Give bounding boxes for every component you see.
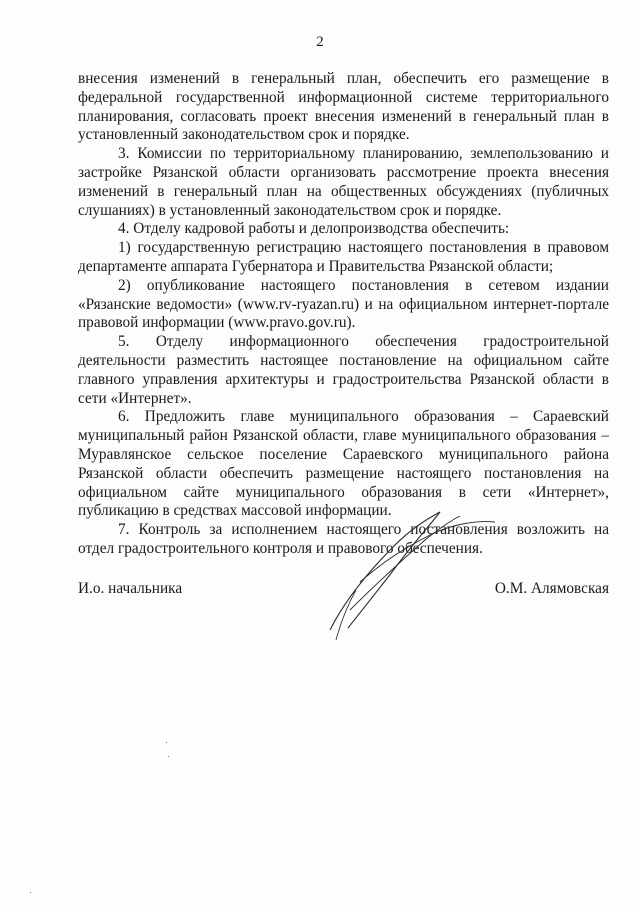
- paragraph-item-6: 6. Предложить главе муниципального образования – Сараевский муниципальный район Рязанской области, главе муниципального образования – Муравлянское сельское поселение Сараевского муниципального района Рязанской области обеспечить размещение настоящего постановления на официальном сайте муниципального образования в сети «Интернет», публикацию в средствах массовой информации.: [78, 408, 609, 520]
- paragraph-item-3: 3. Комиссии по территориальному планированию, землепользованию и застройке Рязанской области организовать рассмотрение проекта внесения изменений в генеральный план на общественных обсуждениях (публичных слушаниях) в установленный законодательством срок и порядке.: [78, 145, 609, 219]
- signatory-position: И.о. начальника: [78, 580, 183, 597]
- paragraph-subitem-1: 1) государственную регистрацию настоящего постановления в правовом департаменте аппарата Губернатора и Правительства Рязанской области;: [78, 239, 609, 275]
- paragraph-subitem-2: 2) опубликование настоящего постановления в сетевом издании «Рязанские ведомости» (www.rv-ryazan.ru) и на официальном интернет-портале правовой информации (www.pravo.gov.ru).: [78, 276, 609, 332]
- paragraph-item-5: 5. Отделу информационного обеспечения градостроительной деятельности разместить настоящее постановление на официальном сайте главного управления архитектуры и градостроительства Рязанской области в сети «Интернет».: [78, 333, 609, 407]
- scan-speck: [168, 756, 169, 757]
- paragraph-item-4: 4. Отделу кадровой работы и делопроизводства обеспечить:: [118, 220, 510, 238]
- paragraph-item-7: 7. Контроль за исполнением настоящего постановления возложить на отдел градостроительного контроля и правового обеспечения.: [78, 521, 609, 557]
- document-body: [78, 70, 609, 559]
- handwritten-signature: [300, 490, 520, 650]
- scan-speck: [166, 742, 167, 743]
- page-number: 2: [316, 34, 324, 50]
- scan-speck: [30, 892, 31, 893]
- paragraph-continuation: внесения изменений в генеральный план, обеспечить его размещение в федеральной государственной информационной системе территориального планирования, согласовать проект внесения изменений в генеральный план в установленный законодательством срок и порядке.: [78, 70, 609, 144]
- signatory-name: О.М. Алямовская: [494, 580, 609, 597]
